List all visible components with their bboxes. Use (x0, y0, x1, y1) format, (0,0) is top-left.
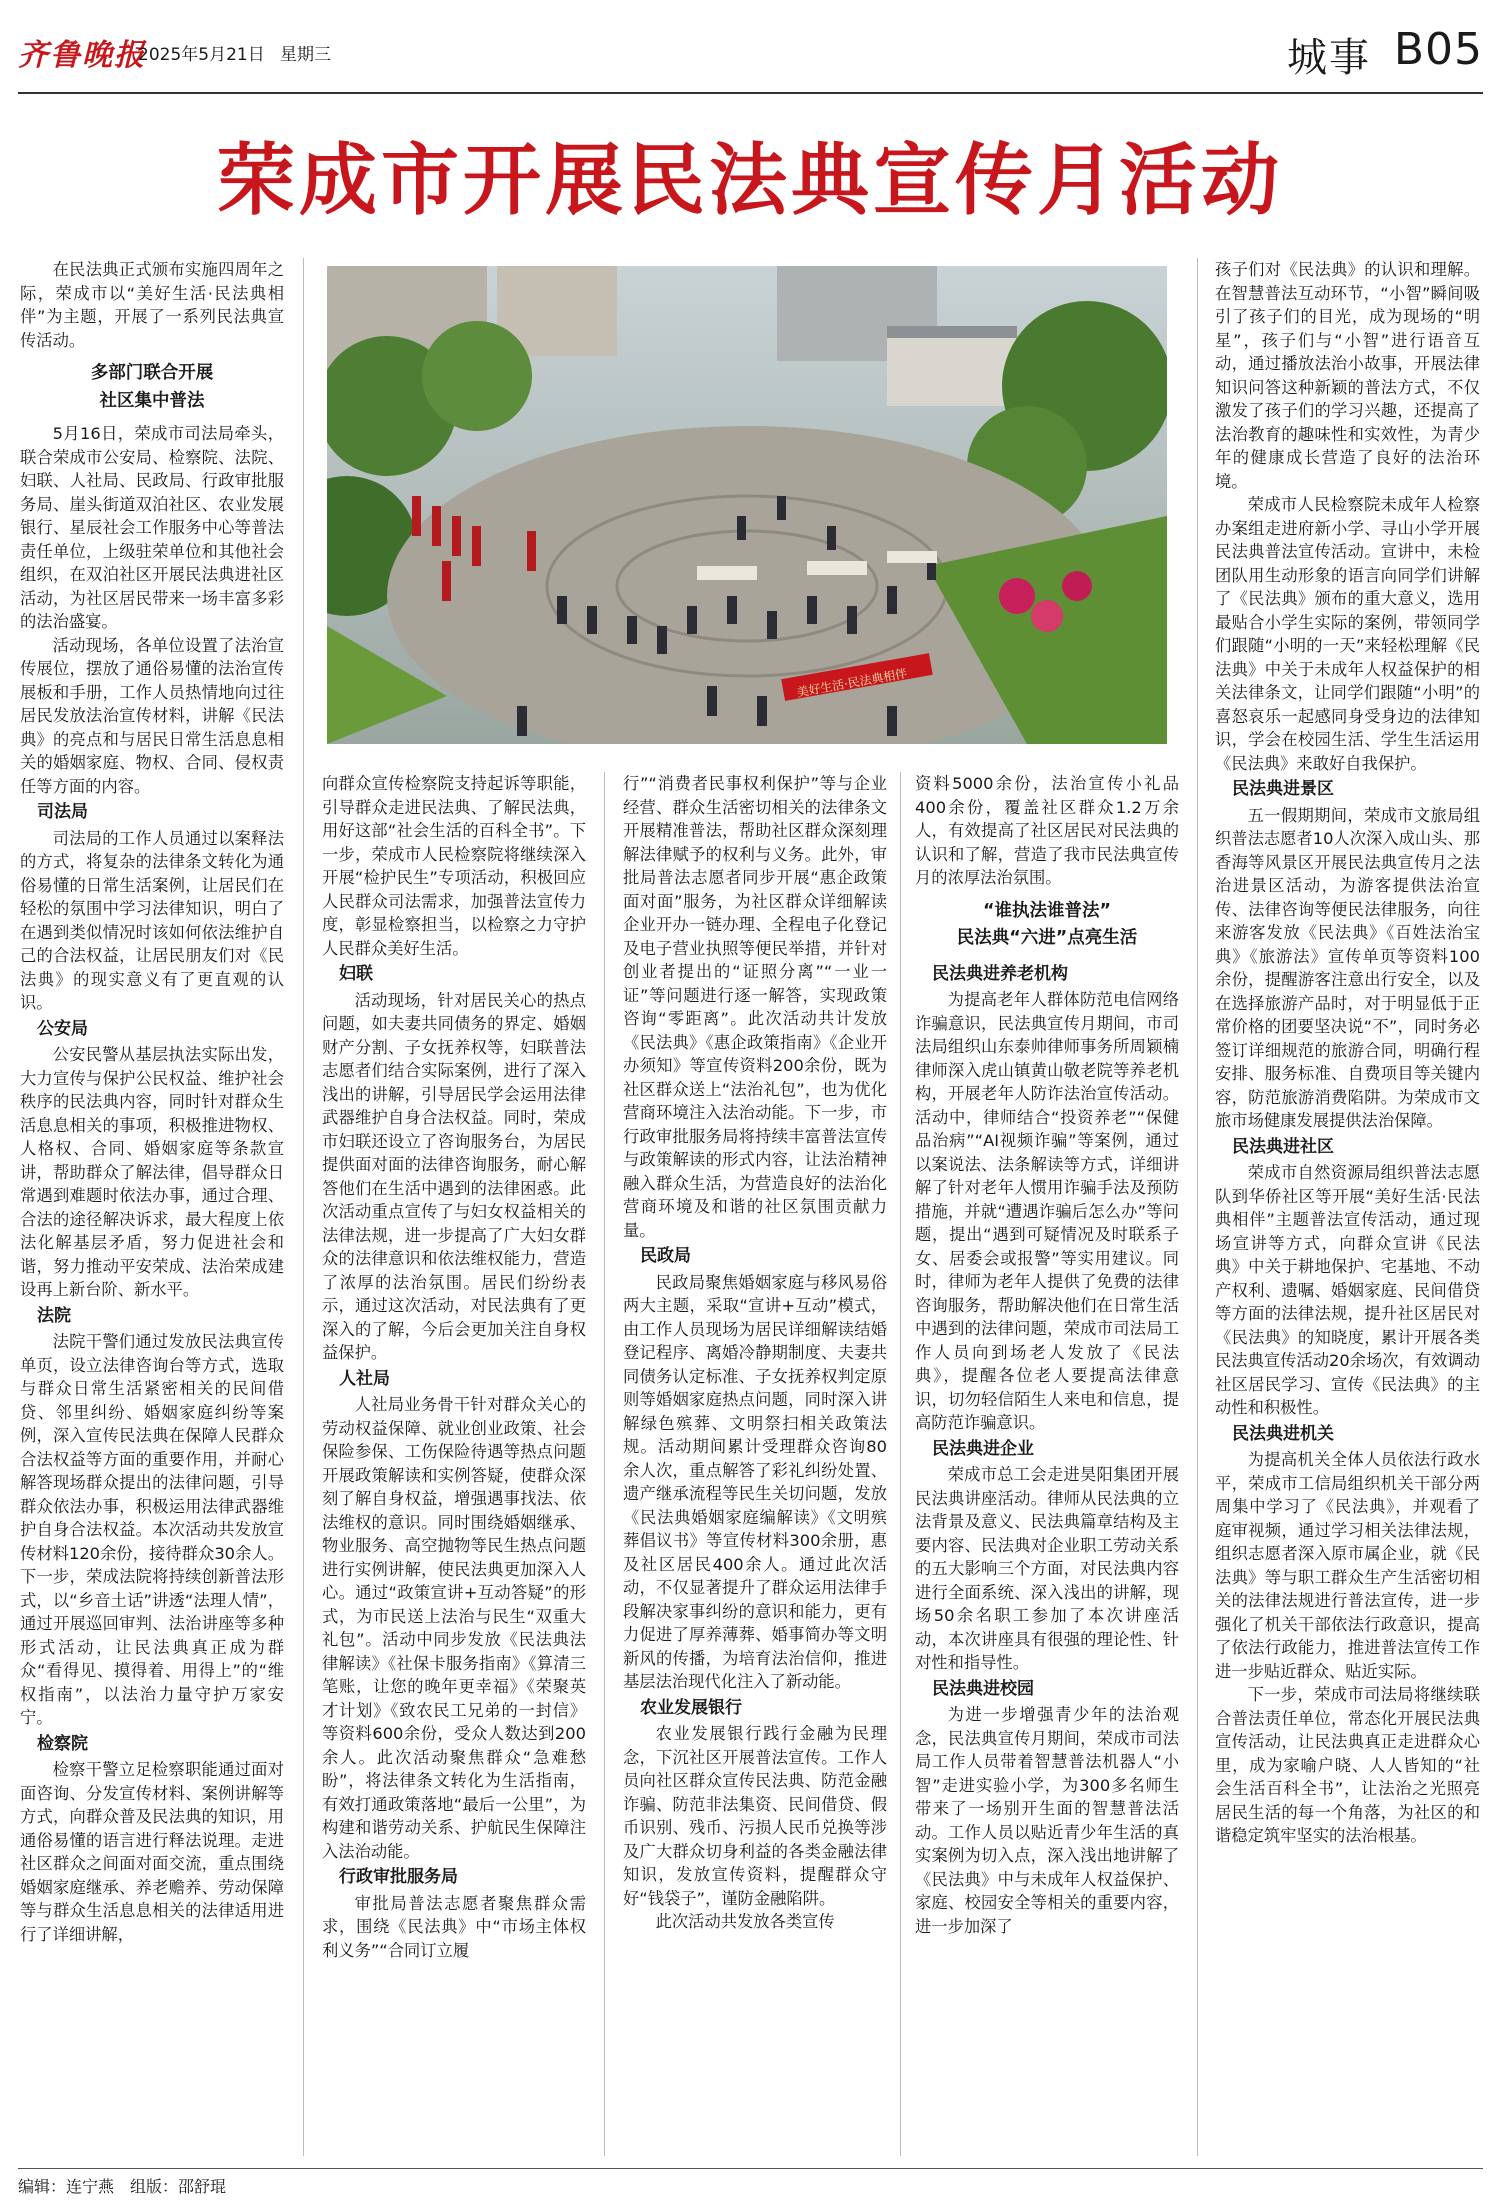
issue-date: 2025年5月21日 (138, 45, 265, 65)
column-divider (604, 772, 605, 2156)
section-heading: 法院 (37, 1305, 71, 1326)
subhead: 社区集中普法 (99, 390, 205, 411)
editor-credit: 编辑：连宁燕 组版：邵舒琨 (18, 2177, 227, 2196)
column-divider (900, 772, 901, 2156)
newspaper-logo: 齐鲁晚报 (18, 38, 146, 73)
paragraph: 公安民警从基层执法实际出发，大力宣传与保护公民权益、维护社会秩序的民法典内容，同时针对群众生活息息相关的事项，积极推进物权、人格权、合同、婚姻家庭等条款宣讲，帮助群众了解法律，倡导群众日常遇到难题时依法办事，通过合理、合法的途径解决诉求，最大程度上依法化解基层矛盾，努力促进社会和谐，努力推动平安荣成、法治荣成建设再上新台阶、新水平。 (20, 1045, 284, 1299)
paragraph: 检察干警立足检察职能通过面对面咨询、分发宣传材料、案例讲解等方式，向群众普及民法典的知识，用通俗易懂的语言进行释法说理。走进社区群众之间面对面交流，重点围绕婚姻家庭继承、养老赡养、劳动保障等与群众生活息息相关的法律适用进行了详细讲解， (20, 1760, 284, 1944)
paragraph: 活动现场，针对居民关心的热点问题，如夫妻共同债务的界定、婚姻财产分割、子女抚养权等，妇联普法志愿者们结合实际案例，进行了深入浅出的讲解，引导居民学会运用法律武器维护自身合法权益。同时，荣成市妇联还设立了咨询服务台，为居民提供面对面的法律咨询服务，耐心解答他们在生活中遇到的法律困惑。此次活动重点宣传了与妇女权益相关的法律法规，进一步提高了广大妇女群众的法律意识和依法维权能力，营造了浓厚的法治氛围。居民们纷纷表示，通过这次活动，对民法典有了更深入的了解，今后会更加关注自身权益保护。 (322, 990, 586, 1362)
masthead (18, 22, 1483, 92)
section-heading: 民法典进社区 (1232, 1136, 1334, 1157)
paragraph: 在民法典正式颁布实施四周年之际，荣成市以“美好生活·民法典相伴”为主题，开展了一系列民法典宣传活动。 (20, 260, 284, 350)
paragraph: 行”“消费者民事权利保护”等与企业经营、群众生活密切相关的法律条文开展精准普法，帮助社区群众深刻理解法律赋予的权利与义务。此外，审批局普法志愿者同步开展“惠企政策面对面”服务，为社区群众详细解读企业开办一链办理、全程电子化登记及电子营业执照等便民举措，并针对创业者提出的“证照分离”“一业一证”等问题进行逐一解答，实现政策咨询“零距离”。此次活动共计发放《民法典》《惠企政策指南》《企业开办须知》等宣传资料200余份，既为社区群众送上“法治礼包”，也为优化营商环境注入法治动能。下一步，市行政审批服务局将持续丰富普法宣传与政策解读的形式内容，让法治精神融入群众生活，为营造良好的法治化营商环境及和谐的社区氛围贡献力量。 (623, 774, 887, 1240)
headline: 荣成市开展民法典宣传月活动 (216, 135, 1283, 226)
section-heading: 民政局 (640, 1246, 691, 1266)
paragraph: 法院干警们通过发放民法典宣传单页，设立法律咨询台等方式，选取与群众日常生活紧密相关的民间借贷、邻里纠纷、婚姻家庭纠纷等案例，深入宣传民法典在保障人民群众合法权益等方面的重要作用，并耐心解答现场群众提出的法律问题，引导群众依法办事，积极运用法律武器维护自身合法权益。本次活动共发放宣传材料120余份，接待群众30余人。下一步，荣成法院将持续创新普法形式，以“乡音土话”讲透“法理人情”，通过开展巡回审判、法治讲座等多种形式活动，让民法典真正成为群众“看得见、摸得着、用得上”的“维权指南”，以法治力量守护万家安宁。 (20, 1332, 284, 1727)
section-heading: 民法典进企业 (932, 1438, 1034, 1459)
article-column-4 (915, 772, 1179, 2156)
paragraph: 孩子们对《民法典》的认识和理解。在智慧普法互动环节，“小智”瞬间吸引了孩子们的目光，成为现场的“明星”，孩子们与“小智”进行语音互动，通过播放法治小故事，开展法律知识问答这种新颖的普法方式，不仅激发了孩子们的学习兴趣，还提高了法治教育的趣味性和实效性，为青少年的健康成长营造了良好的法治环境。 (1215, 260, 1480, 491)
section-heading: 农业发展银行 (640, 1697, 742, 1718)
article-column-5 (1215, 258, 1480, 2156)
paragraph: 此次活动共发放各类宣传 (655, 1912, 835, 1931)
event-photo (327, 266, 1167, 744)
subhead: “谁执法谁普法” (982, 900, 1111, 921)
paragraph: 荣成市总工会走进昊阳集团开展民法典讲座活动。律师从民法典的立法背景及意义、民法典篇章结构及主要内容、民法典对企业职工劳动关系的五大影响三个方面，对民法典内容进行全面系统、深入浅出的讲解，现场50余名职工参加了本次讲座活动，本次讲座具有很强的理论性、针对性和指导性。 (915, 1465, 1179, 1672)
paragraph: 5月16日，荣成市司法局牵头，联合荣成市公安局、检察院、法院、妇联、人社局、民政局、行政审批服务局、崖头街道双泊社区、农业发展银行、星辰社会工作服务中心等普法责任单位，上级驻荣单位和其他社会组织，在双泊社区开展民法典进社区活动，为社区居民带来一场丰富多彩的法治盛宴。 (20, 424, 284, 631)
paragraph: 下一步，荣成市司法局将继续联合普法责任单位，常态化开展民法典宣传活动，让民法典真正走进群众心里，成为家喻户晓、人人皆知的“社会生活百科全书”，让法治之光照亮居民生活的每一个角落，为社区的和谐稳定筑牢坚实的法治根基。 (1215, 1685, 1480, 1845)
section-heading: 公安局 (37, 1018, 88, 1039)
photo-banner-text: 美好生活·民法典相伴 (795, 666, 909, 700)
column-divider (1197, 258, 1198, 2156)
paragraph: 审批局普法志愿者聚焦群众需求，围绕《民法典》中“市场主体权利义务”“合同订立履 (322, 1893, 586, 1960)
section-heading: 人社局 (339, 1368, 390, 1389)
section-heading: 民法典进养老机构 (932, 963, 1068, 984)
paragraph: 为提高老年人群体防范电信网络诈骗意识，民法典宣传月期间，市司法局组织山东泰帅律师事务所周颖楠律师深入虎山镇黄山敬老院等养老机构，开展老年人防诈法治宣传活动。活动中，律师结合“投资养老”“保健品治病”“AI视频诈骗”等案例，通过以案说法、法条解读等方式，详细讲解了针对老年人惯用诈骗手法及预防措施，并就“遭遇诈骗后怎么办”等问题，提出“遇到可疑情况及时联系子女、居委会或报警”等实用建议。同时，律师为老年人提供了免费的法律咨询服务，帮助解决他们在日常生活中遇到的法律问题，荣成市司法局工作人员向到场老人发放了《民法典》，提醒各位老人要提高法律意识，切勿轻信陌生人来电和信息，提高防范诈骗意识。 (915, 990, 1179, 1432)
paragraph: 荣成市人民检察院未成年人检察办案组走进府新小学、寻山小学开展民法典普法宣传活动。宣讲中，未检团队用生动形象的语言向同学们讲解了《民法典》颁布的重大意义，选用最贴合小学生实际的案例，带领同学们跟随“小明的一天”来轻松理解《民法典》中关于未成年人权益保护的相关法律条文，让同学们跟随“小明”的喜怒哀乐一起感同身受身边的法律知识，学会在校园生活、学生生活运用《民法典》来敢好自我保护。 (1215, 495, 1480, 773)
subhead: 民法典“六进”点亮生活 (956, 928, 1138, 948)
section-heading: 检察院 (37, 1733, 88, 1754)
page-number: B05 (1393, 24, 1483, 75)
paragraph: 民政局聚焦婚姻家庭与移风易俗两大主题，采取“宣讲+互动”模式，由工作人员现场为居民详细解读结婚登记程序、离婚冷静期制度、夫妻共同债务认定标准、子女抚养权判定原则等婚姻家庭热点问题，同时深入讲解绿色殡葬、文明祭扫相关政策法规。活动期间累计受理群众咨询80余人次，重点解答了彩礼纠纷处置、遗产继承流程等民生关切问题，发放《民法典婚姻家庭编解读》《文明殡葬倡议书》等宣传材料300余册，惠及社区居民400余人。通过此次活动，不仅显著提升了群众运用法律手段解决家事纠纷的意识和能力，更有力促进了厚养薄葬、婚事简办等文明新风的传播，为培育法治信仰，推进基层法治现代化注入了新动能。 (623, 1272, 887, 1691)
paragraph: 活动现场，各单位设置了法治宣传展位，摆放了通俗易懂的法治宣传展板和手册，工作人员热情地向过往居民发放法治宣传材料，讲解《民法典》的亮点和与居民日常生活息息相关的婚姻家庭、物权、合同、侵权责任等方面的内容。 (20, 635, 284, 796)
section-heading: 司法局 (37, 802, 88, 822)
section-heading: 民法典进景区 (1232, 779, 1334, 799)
issue-weekday: 星期三 (280, 45, 331, 65)
paragraph: 为进一步增强青少年的法治观念，民法典宣传月期间，荣成市司法局工作人员带着智慧普法机器人“小智”走进实验小学，为300多名师生带来了一场别开生面的智慧普法活动。工作人员以贴近青少年生活的真实案例为切入点，深入浅出地讲解了《民法典》中与未成年人权益保护、家庭、校园安全等相关的重要内容，进一步加深了 (915, 1705, 1179, 1936)
paragraph: 为提高机关全体人员依法行政水平，荣成市工信局组织机关干部分两周集中学习了《民法典》，并观看了庭审视频，通过学习相关法律法规，组织志愿者深入原市属企业，就《民法典》等与职工群众生产生活密切相关的法律法规进行普法宣传，进一步强化了机关干部依法行政意识，提高了依法行政能力，推进普法宣传工作进一步贴近群众、贴近实际。 (1215, 1450, 1480, 1681)
paragraph: 资料5000余份，法治宣传小礼品400余份，覆盖社区群众1.2万余人，有效提高了社区居民对民法典的认识和了解，营造了我市民法典宣传月的浓厚法治氛围。 (915, 774, 1179, 887)
masthead-rule (18, 92, 1483, 94)
footer-rule (18, 2168, 1483, 2169)
paragraph: 司法局的工作人员通过以案释法的方式，将复杂的法律条文转化为通俗易懂的日常生活案例，让居民们在轻松的氛围中学习法律知识，明白了在遇到类似情况时该如何依法维护自己的合法权益，让居民朋友们对《民法典》的现实意义有了更直观的认识。 (20, 828, 284, 1012)
event-photo-illustration (327, 266, 1167, 744)
paragraph: 农业发展银行践行金融为民理念，下沉社区开展普法宣传。工作人员向社区群众宣传民法典、防范金融诈骗、防范非法集资、民间借贷、假币识别、残币、污损人民币兑换等涉及广大群众切身利益的各类金融法律知识，发放宣传资料，提醒群众守好“钱袋子”，谨防金融陷阱。 (623, 1724, 887, 1908)
section-heading: 行政审批服务局 (339, 1867, 458, 1887)
paragraph: 荣成市自然资源局组织普法志愿队到华侨社区等开展“美好生活·民法典相伴”主题普法宣传活动，通过现场宣讲等方式，向群众宣讲《民法典》中关于耕地保护、宅基地、不动产权利、遗嘱、婚姻家庭、民间借贷等方面的法律法规，提升社区居民对《民法典》的知晓度，累计开展各类民法典宣传活动20余场次，有效调动社区居民学习、宣传《民法典》的主动性和积极性。 (1215, 1163, 1480, 1417)
article-column-2 (322, 772, 586, 2156)
paragraph: 向群众宣传检察院支持起诉等职能，引导群众走进民法典、了解民法典，用好这部“社会生活的百科全书”。下一步，荣成市人民检察院将继续深入开展“检护民生”专项活动，积极回应人民群众司法需求，加强普法宣传力度，彰显检察担当，以检察之力守护人民群众美好生活。 (322, 774, 586, 958)
column-divider (303, 258, 304, 2156)
paragraph: 人社局业务骨干针对群众关心的劳动权益保障、就业创业政策、社会保险参保、工伤保险待遇等热点问题开展政策解读和实例答疑，使群众深刻了解自身权益，增强遇事找法、依法维权的意识。同时围绕婚姻继承、物业服务、高空抛物等民生热点问题进行实例讲解，使民法典更加深入人心。通过“政策宣讲+互动答疑”的形式，为市民送上法治与民生“双重大礼包”。活动中同步发放《民法典法律解读》《社保卡服务指南》《算清三笔账，让您的晚年更幸福》《荣聚英才计划》《致农民工兄弟的一封信》等资料600余份，受众人数达到200余人。此次活动聚焦群众“急难愁盼”，将法律条文转化为生活指南，有效打通政策落地“最后一公里”，为构建和谐劳动关系、护航民生保障注入法治动能。 (322, 1395, 586, 1861)
article-column-3 (623, 772, 887, 2156)
section-heading: 民法典进校园 (932, 1678, 1034, 1699)
article-column-1 (20, 258, 284, 2156)
section-name: 城事 (1287, 35, 1371, 81)
subhead: 多部门联合开展 (90, 363, 214, 383)
section-heading: 妇联 (339, 964, 373, 984)
paragraph: 五一假期期间，荣成市文旅局组织普法志愿者10人次深入成山头、那香海等风景区开展民法典宣传月之法治进景区活动，为游客提供法治宣传、法律咨询等便民法律服务，向往来游客发放《民法典》《百姓法治宝典》《旅游法》宣传单页等资料100余份，提醒游客注意出行安全，以及在选择旅游产品时，对于明显低于正常价格的团要坚决说“不”，同时务必签订详细规范的旅游合同，明确行程安排、服务标准、自费项目等关键内容，防范旅游消费陷阱。为荣成市文旅市场健康发展提供法治保障。 (1215, 805, 1480, 1130)
section-heading: 民法典进机关 (1232, 1423, 1334, 1444)
